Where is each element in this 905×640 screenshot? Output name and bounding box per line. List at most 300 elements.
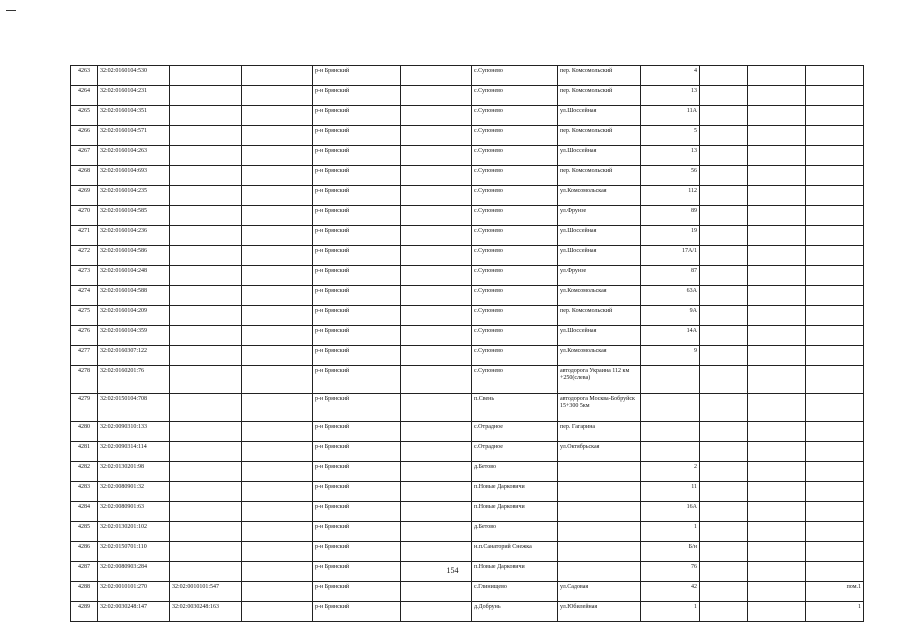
- table-row: [71, 462, 864, 482]
- empty-cell: [242, 246, 313, 266]
- empty-cell: [700, 346, 748, 366]
- extra-info: [806, 326, 864, 346]
- house-number: 19: [641, 226, 700, 246]
- district: р-н Брянский: [313, 306, 401, 326]
- table-row: [71, 366, 864, 394]
- empty-cell: [242, 166, 313, 186]
- empty-cell: [242, 126, 313, 146]
- table-row: [71, 246, 864, 266]
- empty-cell: [401, 186, 472, 206]
- house-number: 13: [641, 146, 700, 166]
- locality: с.Супонево: [472, 166, 558, 186]
- row-number: 4274: [71, 286, 98, 306]
- street: ул.Шоссейная: [558, 246, 641, 266]
- page-number: 154: [446, 566, 459, 575]
- cadastral-number-2: [170, 206, 242, 226]
- empty-cell: [401, 462, 472, 482]
- row-number: 4267: [71, 146, 98, 166]
- cadastral-number-2: [170, 166, 242, 186]
- house-number: 4: [641, 66, 700, 86]
- empty-cell: [242, 442, 313, 462]
- district: р-н Брянский: [313, 442, 401, 462]
- locality: с.Супонево: [472, 366, 558, 394]
- district: р-н Брянский: [313, 286, 401, 306]
- empty-cell: [748, 126, 806, 146]
- house-number: 1: [641, 522, 700, 542]
- registry-table-body: [71, 66, 864, 622]
- empty-cell: [700, 462, 748, 482]
- empty-cell: [748, 442, 806, 462]
- street: пер. Гагарина: [558, 422, 641, 442]
- row-number: 4272: [71, 246, 98, 266]
- street: пер. Комсомольский: [558, 126, 641, 146]
- table-row: [71, 126, 864, 146]
- cadastral-number: 32:02:0130201:102: [98, 522, 170, 542]
- district: р-н Брянский: [313, 366, 401, 394]
- empty-cell: [748, 306, 806, 326]
- street: ул.Шоссейная: [558, 106, 641, 126]
- district: р-н Брянский: [313, 502, 401, 522]
- district: р-н Брянский: [313, 326, 401, 346]
- street: пер. Комсомольский: [558, 166, 641, 186]
- cadastral-number: 32:02:0150701:110: [98, 542, 170, 562]
- cadastral-number-2: [170, 346, 242, 366]
- street: ул.Садовая: [558, 582, 641, 602]
- table-row: [71, 206, 864, 226]
- empty-cell: [748, 186, 806, 206]
- row-number: 4280: [71, 422, 98, 442]
- row-number: 4279: [71, 394, 98, 422]
- row-number: 4281: [71, 442, 98, 462]
- cadastral-number-2: [170, 306, 242, 326]
- district: р-н Брянский: [313, 266, 401, 286]
- empty-cell: [700, 266, 748, 286]
- house-number: 56: [641, 166, 700, 186]
- extra-info: [806, 186, 864, 206]
- cadastral-number: 32:02:0160307:122: [98, 346, 170, 366]
- registry-table: [70, 65, 864, 622]
- empty-cell: [242, 542, 313, 562]
- empty-cell: [700, 206, 748, 226]
- street: ул.Комсомольская: [558, 346, 641, 366]
- cadastral-number: 32:02:0160104:585: [98, 206, 170, 226]
- house-number: Б/н: [641, 542, 700, 562]
- empty-cell: [242, 86, 313, 106]
- street: автодорога Москва-Бобруйск 15+300 5км: [558, 394, 641, 422]
- extra-info: [806, 86, 864, 106]
- house-number: 89: [641, 206, 700, 226]
- house-number: 87: [641, 266, 700, 286]
- cadastral-number: 32:02:0130201:98: [98, 462, 170, 482]
- empty-cell: [700, 146, 748, 166]
- empty-cell: [401, 346, 472, 366]
- cadastral-number: 32:02:0160104:571: [98, 126, 170, 146]
- empty-cell: [401, 542, 472, 562]
- empty-cell: [401, 602, 472, 622]
- cadastral-number-2: [170, 442, 242, 462]
- cadastral-number-2: [170, 326, 242, 346]
- row-number: 4271: [71, 226, 98, 246]
- empty-cell: [748, 146, 806, 166]
- empty-cell: [748, 582, 806, 602]
- row-number: 4270: [71, 206, 98, 226]
- table-row: [71, 346, 864, 366]
- district: р-н Брянский: [313, 166, 401, 186]
- empty-cell: [242, 326, 313, 346]
- cadastral-number: 32:02:0090310:133: [98, 422, 170, 442]
- house-number: 5: [641, 126, 700, 146]
- locality: с.Супонево: [472, 66, 558, 86]
- empty-cell: [242, 366, 313, 394]
- district: р-н Брянский: [313, 602, 401, 622]
- empty-cell: [401, 266, 472, 286]
- house-number: 14А: [641, 326, 700, 346]
- locality: п.Новые Дарковичи: [472, 502, 558, 522]
- table-row: [71, 482, 864, 502]
- locality: с.Супонево: [472, 206, 558, 226]
- table-row: [71, 226, 864, 246]
- row-number: 4285: [71, 522, 98, 542]
- district: р-н Брянский: [313, 522, 401, 542]
- street: ул.Комсомольская: [558, 286, 641, 306]
- empty-cell: [700, 226, 748, 246]
- row-number: 4269: [71, 186, 98, 206]
- empty-cell: [242, 306, 313, 326]
- house-number: 76: [641, 562, 700, 582]
- empty-cell: [401, 482, 472, 502]
- table-row: [71, 166, 864, 186]
- empty-cell: [748, 206, 806, 226]
- cadastral-number: 32:02:0160104:236: [98, 226, 170, 246]
- empty-cell: [242, 346, 313, 366]
- cadastral-number: 32:02:0160104:231: [98, 86, 170, 106]
- empty-cell: [242, 226, 313, 246]
- row-number: 4278: [71, 366, 98, 394]
- district: р-н Брянский: [313, 422, 401, 442]
- empty-cell: [401, 226, 472, 246]
- house-number: 11А: [641, 106, 700, 126]
- extra-info: [806, 482, 864, 502]
- street: ул.Шоссейная: [558, 226, 641, 246]
- district: р-н Брянский: [313, 186, 401, 206]
- cadastral-number: 32:02:0160104:209: [98, 306, 170, 326]
- cadastral-number-2: [170, 126, 242, 146]
- empty-cell: [242, 582, 313, 602]
- empty-cell: [700, 166, 748, 186]
- row-number: 4268: [71, 166, 98, 186]
- row-number: 4275: [71, 306, 98, 326]
- empty-cell: [401, 394, 472, 422]
- cadastral-number-2: [170, 502, 242, 522]
- house-number: 9: [641, 346, 700, 366]
- cadastral-number-2: [170, 106, 242, 126]
- locality: с.Супонево: [472, 106, 558, 126]
- empty-cell: [401, 366, 472, 394]
- cadastral-number: 32:02:0160201:76: [98, 366, 170, 394]
- empty-cell: [748, 602, 806, 622]
- house-number: [641, 366, 700, 394]
- locality: с.Супонево: [472, 306, 558, 326]
- locality: п.Свень: [472, 394, 558, 422]
- street: ул.Юбилейная: [558, 602, 641, 622]
- house-number: [641, 422, 700, 442]
- street: пер. Комсомольский: [558, 86, 641, 106]
- empty-cell: [700, 442, 748, 462]
- district: р-н Брянский: [313, 394, 401, 422]
- empty-cell: [748, 286, 806, 306]
- row-number: 4287: [71, 562, 98, 582]
- extra-info: пом.1: [806, 582, 864, 602]
- extra-info: [806, 522, 864, 542]
- empty-cell: [401, 106, 472, 126]
- house-number: 9А: [641, 306, 700, 326]
- row-number: 4283: [71, 482, 98, 502]
- cadastral-number: 32:02:0160104:263: [98, 146, 170, 166]
- table-row: [71, 306, 864, 326]
- row-number: 4263: [71, 66, 98, 86]
- street: ул.Октябрьская: [558, 442, 641, 462]
- extra-info: [806, 462, 864, 482]
- row-number: 4277: [71, 346, 98, 366]
- district: р-н Брянский: [313, 226, 401, 246]
- street: [558, 482, 641, 502]
- table-row: [71, 582, 864, 602]
- cadastral-number-2: [170, 542, 242, 562]
- empty-cell: [242, 186, 313, 206]
- cadastral-number: 32:02:0150104:708: [98, 394, 170, 422]
- street: ул.Фрунзе: [558, 266, 641, 286]
- table-row: [71, 86, 864, 106]
- extra-info: [806, 394, 864, 422]
- locality: с.Супонево: [472, 286, 558, 306]
- extra-info: [806, 246, 864, 266]
- empty-cell: [700, 286, 748, 306]
- empty-cell: [748, 482, 806, 502]
- empty-cell: [748, 66, 806, 86]
- house-number: 17А/1: [641, 246, 700, 266]
- cadastral-number-2: [170, 146, 242, 166]
- cadastral-number: 32:02:0160104:248: [98, 266, 170, 286]
- empty-cell: [401, 86, 472, 106]
- empty-cell: [401, 422, 472, 442]
- row-number: 4288: [71, 582, 98, 602]
- empty-cell: [748, 86, 806, 106]
- extra-info: 1: [806, 602, 864, 622]
- empty-cell: [401, 442, 472, 462]
- locality: с.Супонево: [472, 186, 558, 206]
- cadastral-number-2: [170, 286, 242, 306]
- corner-mark: [6, 10, 16, 11]
- locality: с.Супонево: [472, 346, 558, 366]
- cadastral-number: 32:02:0160104:235: [98, 186, 170, 206]
- street: пер. Комсомольский: [558, 66, 641, 86]
- extra-info: [806, 226, 864, 246]
- house-number: 11: [641, 482, 700, 502]
- empty-cell: [700, 326, 748, 346]
- empty-cell: [748, 346, 806, 366]
- empty-cell: [748, 226, 806, 246]
- house-number: 16А: [641, 502, 700, 522]
- table-row: [71, 326, 864, 346]
- locality: д.Бетово: [472, 522, 558, 542]
- empty-cell: [748, 522, 806, 542]
- district: р-н Брянский: [313, 582, 401, 602]
- district: р-н Брянский: [313, 126, 401, 146]
- empty-cell: [748, 106, 806, 126]
- extra-info: [806, 106, 864, 126]
- district: р-н Брянский: [313, 106, 401, 126]
- district: р-н Брянский: [313, 206, 401, 226]
- row-number: 4286: [71, 542, 98, 562]
- extra-info: [806, 206, 864, 226]
- cadastral-number: 32:02:0160104:588: [98, 286, 170, 306]
- empty-cell: [242, 462, 313, 482]
- house-number: 63А: [641, 286, 700, 306]
- empty-cell: [401, 286, 472, 306]
- empty-cell: [748, 366, 806, 394]
- empty-cell: [748, 422, 806, 442]
- empty-cell: [700, 186, 748, 206]
- district: р-н Брянский: [313, 462, 401, 482]
- locality: с.Супонево: [472, 126, 558, 146]
- locality: с.Супонево: [472, 86, 558, 106]
- table-row: [71, 422, 864, 442]
- empty-cell: [700, 582, 748, 602]
- cadastral-number-2: [170, 266, 242, 286]
- district: р-н Брянский: [313, 86, 401, 106]
- empty-cell: [401, 126, 472, 146]
- empty-cell: [401, 166, 472, 186]
- district: р-н Брянский: [313, 66, 401, 86]
- cadastral-number: 32:02:0010101:270: [98, 582, 170, 602]
- table-row: [71, 66, 864, 86]
- cadastral-number: 32:02:0160104:530: [98, 66, 170, 86]
- locality: п.Новые Дарковичи: [472, 562, 558, 582]
- table-row: [71, 106, 864, 126]
- empty-cell: [401, 326, 472, 346]
- row-number: 4284: [71, 502, 98, 522]
- house-number: [641, 442, 700, 462]
- cadastral-number: 32:02:0160104:359: [98, 326, 170, 346]
- empty-cell: [700, 542, 748, 562]
- cadastral-number-2: 32:02:0010101:547: [170, 582, 242, 602]
- house-number: 2: [641, 462, 700, 482]
- extra-info: [806, 422, 864, 442]
- empty-cell: [748, 462, 806, 482]
- empty-cell: [242, 502, 313, 522]
- house-number: [641, 394, 700, 422]
- cadastral-number-2: [170, 366, 242, 394]
- cadastral-number-2: [170, 226, 242, 246]
- cadastral-number-2: [170, 462, 242, 482]
- table-row: [71, 602, 864, 622]
- empty-cell: [401, 206, 472, 226]
- empty-cell: [700, 106, 748, 126]
- table-row: [71, 502, 864, 522]
- cadastral-number: 32:02:0160104:351: [98, 106, 170, 126]
- district: р-н Брянский: [313, 482, 401, 502]
- locality: с.Супонево: [472, 266, 558, 286]
- empty-cell: [748, 166, 806, 186]
- empty-cell: [700, 66, 748, 86]
- locality: д.Добрунь: [472, 602, 558, 622]
- house-number: 1: [641, 602, 700, 622]
- table-row: [71, 394, 864, 422]
- empty-cell: [700, 246, 748, 266]
- extra-info: [806, 346, 864, 366]
- extra-info: [806, 266, 864, 286]
- table-row: [71, 522, 864, 542]
- empty-cell: [700, 522, 748, 542]
- street: ул.Фрунзе: [558, 206, 641, 226]
- empty-cell: [401, 502, 472, 522]
- empty-cell: [401, 246, 472, 266]
- empty-cell: [242, 286, 313, 306]
- empty-cell: [242, 522, 313, 542]
- empty-cell: [401, 582, 472, 602]
- cadastral-number-2: [170, 422, 242, 442]
- table-row: [71, 186, 864, 206]
- cadastral-number: 32:02:0090314:114: [98, 442, 170, 462]
- extra-info: [806, 66, 864, 86]
- table-row: [71, 442, 864, 462]
- street: автодорога Украина 112 км +250(слева): [558, 366, 641, 394]
- street: ул.Шоссейная: [558, 326, 641, 346]
- cadastral-number: 32:02:0080903:284: [98, 562, 170, 582]
- district: р-н Брянский: [313, 562, 401, 582]
- row-number: 4266: [71, 126, 98, 146]
- empty-cell: [242, 66, 313, 86]
- empty-cell: [700, 394, 748, 422]
- empty-cell: [700, 86, 748, 106]
- empty-cell: [242, 206, 313, 226]
- district: р-н Брянский: [313, 542, 401, 562]
- empty-cell: [242, 482, 313, 502]
- row-number: 4264: [71, 86, 98, 106]
- street: пер. Комсомольский: [558, 306, 641, 326]
- district: р-н Брянский: [313, 146, 401, 166]
- empty-cell: [700, 602, 748, 622]
- empty-cell: [700, 422, 748, 442]
- street: [558, 462, 641, 482]
- empty-cell: [401, 146, 472, 166]
- locality: д.Бетово: [472, 462, 558, 482]
- street: [558, 502, 641, 522]
- cadastral-number-2: [170, 394, 242, 422]
- extra-info: [806, 442, 864, 462]
- empty-cell: [242, 422, 313, 442]
- cadastral-number-2: [170, 522, 242, 542]
- empty-cell: [748, 542, 806, 562]
- cadastral-number-2: 32:02:0030248:163: [170, 602, 242, 622]
- empty-cell: [700, 502, 748, 522]
- empty-cell: [242, 106, 313, 126]
- row-number: 4276: [71, 326, 98, 346]
- empty-cell: [242, 602, 313, 622]
- street: ул.Шоссейная: [558, 146, 641, 166]
- empty-cell: [700, 482, 748, 502]
- cadastral-number: 32:02:0080901:63: [98, 502, 170, 522]
- empty-cell: [748, 394, 806, 422]
- empty-cell: [242, 146, 313, 166]
- empty-cell: [401, 66, 472, 86]
- cadastral-number-2: [170, 246, 242, 266]
- empty-cell: [748, 326, 806, 346]
- extra-info: [806, 502, 864, 522]
- cadastral-number: 32:02:0160104:586: [98, 246, 170, 266]
- empty-cell: [401, 522, 472, 542]
- table-row: [71, 542, 864, 562]
